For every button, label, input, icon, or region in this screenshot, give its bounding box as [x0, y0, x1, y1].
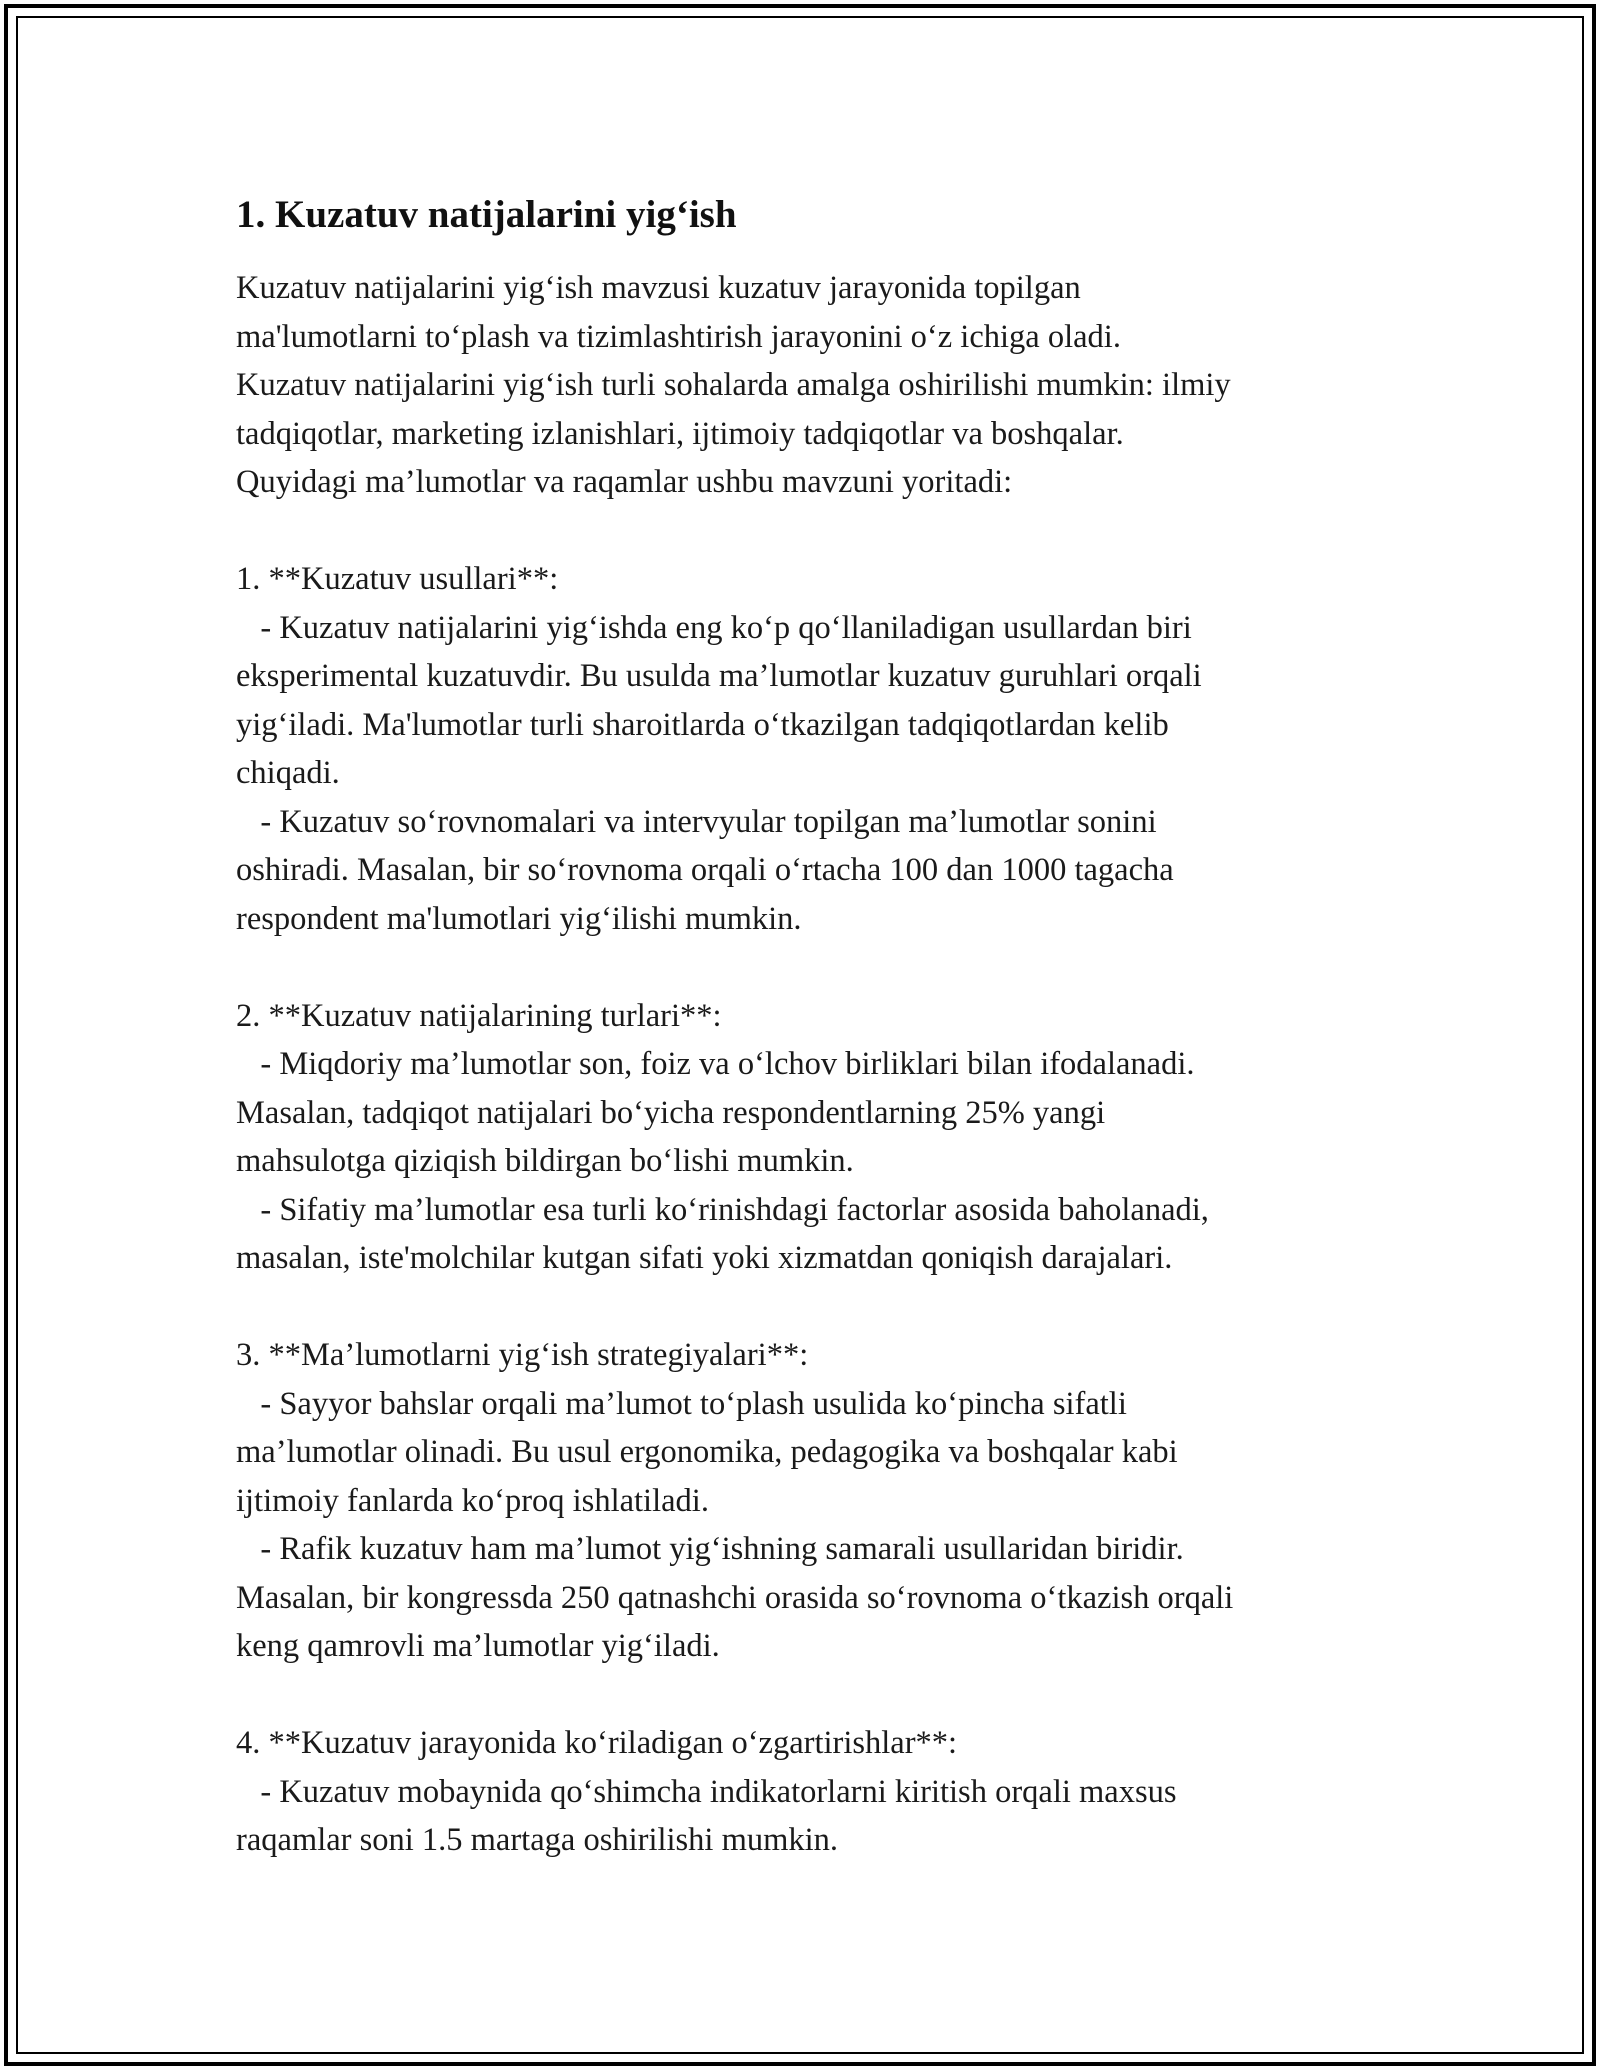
section-observation-changes — [236, 1719, 1396, 1865]
section-heading: 3. **Ma’lumotlarni yig‘ish strategiyalari**: — [236, 1337, 809, 1373]
paragraph-gap — [236, 943, 1396, 992]
section-observation-methods — [236, 555, 1396, 943]
document-body — [236, 192, 1396, 1865]
paragraph-gap — [236, 1671, 1396, 1720]
intro-paragraph: Kuzatuv natijalarini yig‘ish mavzusi kuzatuv jarayonida topilgan ma'lumotlarni to‘plash va tizimlashtirish jarayonini o‘z ichiga oladi. Kuzatuv natijalarini yig‘ish turli sohalarda amalga oshirilishi mumkin: ilmiy tadqiqotlar, marketing izlanishlari, ijtimoiy tadqiqotlar va boshqalar. Quyidagi ma’lumotlar va raqamlar ushbu mavzuni yoritadi: — [236, 270, 1231, 500]
section-item: - Miqdoriy ma’lumotlar son, foiz va o‘lchov birliklari bilan ifodalanadi. Masalan, tadqiqot natijalari bo‘yicha respondentlarning 25% yangi mahsulotga qiziqish bildirgan bo‘lishi mumkin. — [236, 1046, 1195, 1179]
section-heading: 2. **Kuzatuv natijalarining turlari**: — [236, 997, 722, 1034]
section-item: - Kuzatuv mobaynida qo‘shimcha indikatorlarni kiritish orqali maxsus raqamlar soni 1.5 martaga oshirilishi mumkin. — [236, 1773, 1177, 1858]
section-item: - Kuzatuv so‘rovnomalari va intervyular topilgan ma’lumotlar sonini oshiradi. Masalan, bir so‘rovnoma orqali o‘rtacha 100 dan 1000 tagacha respondent ma'lumotlari yig‘ilishi mumkin. — [236, 803, 1174, 937]
section-item: - Rafik kuzatuv ham ma’lumot yig‘ishning samarali usullaridan biridir. Masalan, bir kongressda 250 qatnashchi orasida so‘rovnoma o‘tkazish orqali keng qamrovli ma’lumotlar yig‘iladi. — [236, 1531, 1234, 1664]
section-collection-strategies — [236, 1331, 1396, 1671]
section-item: - Sifatiy ma’lumotlar esa turli ko‘rinishdagi factorlar asosida baholanadi, masalan, iste'molchilar kutgan sifati yoki xizmatdan qoniqish darajalari. — [236, 1191, 1209, 1276]
section-item: - Sayyor bahslar orqali ma’lumot to‘plash usulida ko‘pincha sifatli ma’lumotlar olinadi. Bu usul ergonomika, pedagogika va boshqalar kabi ijtimoiy fanlarda ko‘proq ishlatiladi. — [236, 1385, 1178, 1519]
paragraph-gap — [236, 507, 1396, 556]
section-heading: 1. **Kuzatuv usullari**: — [236, 561, 559, 597]
paragraph-gap — [236, 1283, 1396, 1332]
section-heading: 4. **Kuzatuv jarayonida ko‘riladigan o‘zgartirishlar**: — [236, 1725, 958, 1761]
document-title: 1. Kuzatuv natijalarini yig‘ish — [236, 193, 737, 236]
section-result-types — [236, 992, 1396, 1283]
section-item: - Kuzatuv natijalarini yig‘ishda eng ko‘p qo‘llaniladigan usullardan biri eksperimental kuzatuvdir. Bu usulda ma’lumotlar kuzatuv guruhlari orqali yig‘iladi. Ma'lumotlar turli sharoitlarda o‘tkazilgan tadqiqotlardan kelib chiqadi. — [236, 609, 1202, 791]
